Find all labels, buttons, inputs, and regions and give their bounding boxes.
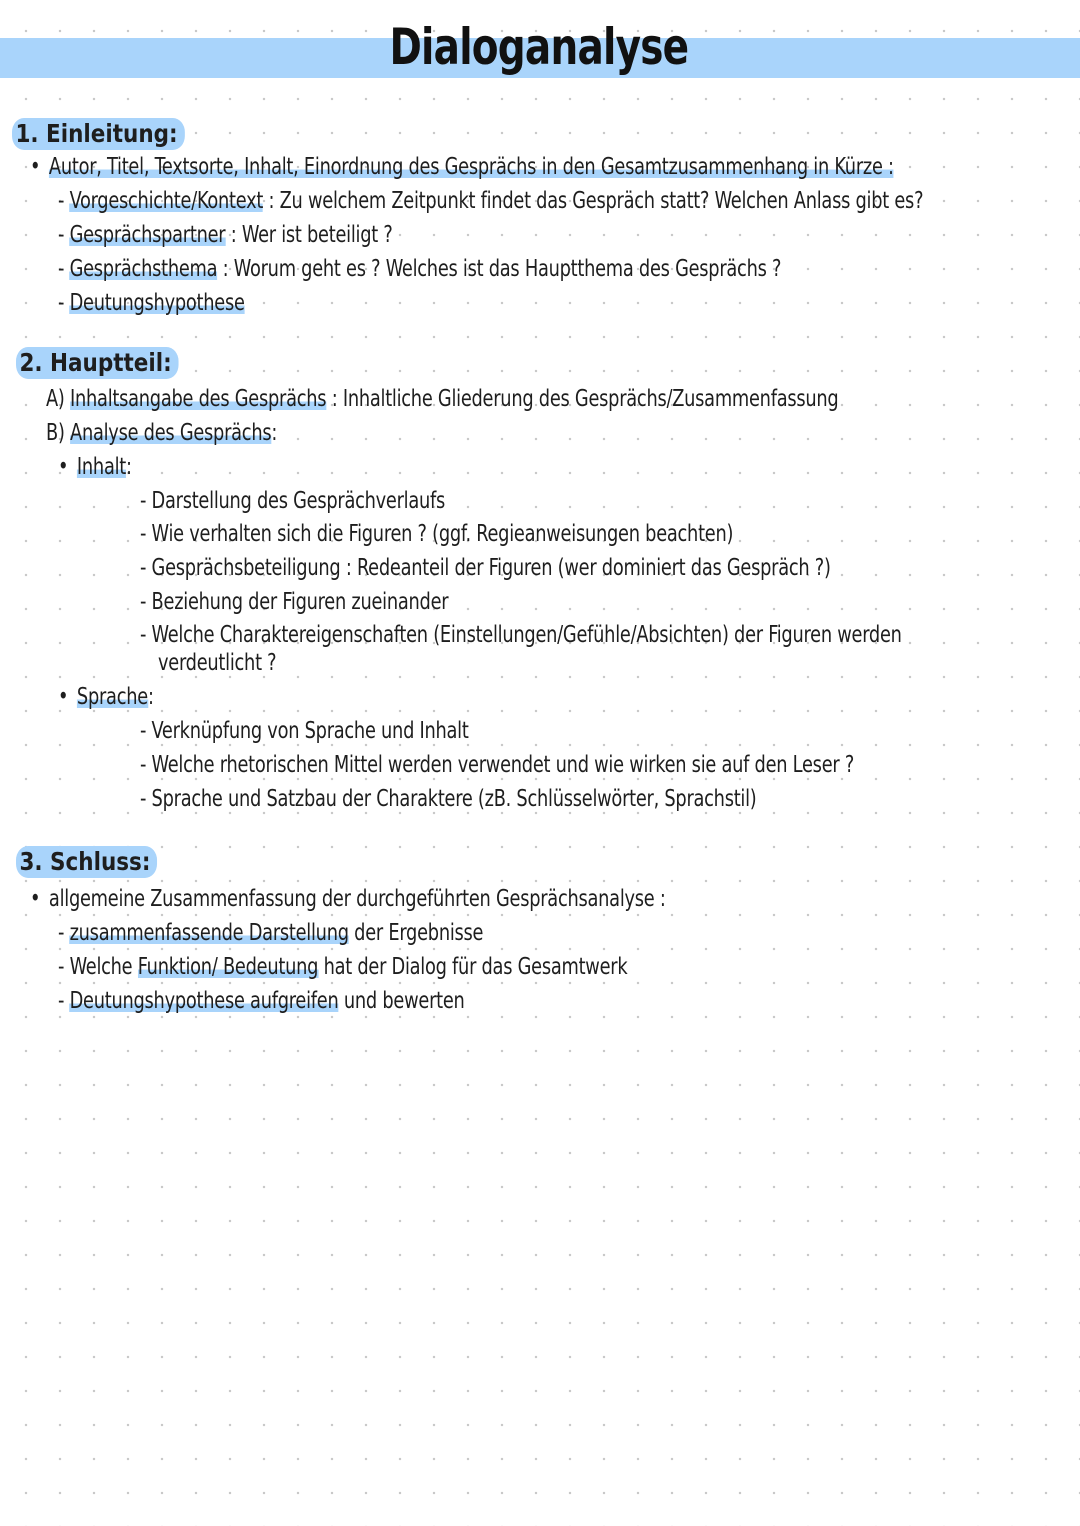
einleitung-item — [58, 220, 393, 250]
sprache-label: Sprache — [76, 684, 148, 710]
dash-marker: - — [58, 920, 65, 946]
item-label: Funktion/ Bedeutung — [137, 954, 319, 980]
item-label: Deutungshypothese — [69, 290, 245, 316]
bullet-icon: • — [30, 886, 41, 912]
dash-marker: - — [58, 188, 65, 214]
hauptteil-b — [46, 418, 277, 448]
item-text: der Ergebnisse — [354, 920, 484, 946]
einleitung-item — [58, 288, 245, 318]
b-text: : — [271, 420, 278, 446]
a-label: Inhaltsangabe des Gesprächs — [70, 386, 327, 412]
bullet-icon: • — [58, 454, 69, 480]
item-label: Gesprächsthema — [69, 256, 218, 282]
einleitung-intro-text: Autor, Titel, Textsorte, Inhalt, Einordnung des Gesprächs in den Gesamtzusammenhang in Kürze : — [48, 154, 894, 180]
inhalt-item: - Darstellung des Gesprächverlaufs — [140, 488, 446, 514]
item-pre: Welche — [69, 954, 133, 980]
schluss-item — [58, 918, 483, 948]
sprache-colon: : — [147, 684, 154, 710]
dash-marker: - — [58, 988, 65, 1014]
dash-marker: - — [58, 954, 65, 980]
dash-marker: - — [58, 222, 65, 248]
item-text: : Zu welchem Zeitpunkt findet das Gespräch statt? Welchen Anlass gibt es? — [268, 188, 924, 214]
item-text: : Worum geht es ? Welches ist das Hauptthema des Gesprächs ? — [222, 256, 782, 282]
item-label: Vorgeschichte/Kontext — [69, 188, 264, 214]
sprache-subheading — [58, 682, 154, 712]
inhalt-subheading — [58, 452, 132, 482]
b-label: Analyse des Gesprächs — [70, 420, 272, 446]
schluss-item — [58, 952, 627, 982]
b-prefix: B) — [46, 420, 65, 446]
item-text: : Wer ist beteiligt ? — [230, 222, 393, 248]
einleitung-item — [58, 186, 923, 216]
bullet-icon: • — [30, 154, 41, 180]
bullet-icon: • — [58, 684, 69, 710]
inhalt-item: - Gesprächsbeteiligung : Redeanteil der Figuren (wer dominiert das Gespräch ?) — [140, 555, 831, 581]
inhalt-item: - Welche Charaktereigenschaften (Einstellungen/Gefühle/Absichten) der Figuren werden — [140, 622, 902, 648]
sprache-item: - Sprache und Satzbau der Charaktere (zB. Schlüsselwörter, Sprachstil) — [140, 786, 757, 812]
item-text: hat der Dialog für das Gesamtwerk — [323, 954, 628, 980]
inhalt-item-continuation: verdeutlicht ? — [158, 650, 277, 676]
page-title: Dialoganalyse — [389, 18, 689, 76]
schluss-item — [58, 986, 465, 1016]
section-heading-hauptteil: 2. Hauptteil: — [16, 347, 179, 379]
inhalt-colon: : — [126, 454, 132, 480]
dash-marker: - — [58, 290, 65, 316]
item-label: Gesprächspartner — [69, 222, 226, 248]
inhalt-label: Inhalt — [76, 454, 127, 480]
section-heading-schluss: 3. Schluss: — [16, 846, 157, 878]
einleitung-intro — [30, 152, 894, 182]
sprache-item: - Verknüpfung von Sprache und Inhalt — [140, 718, 469, 744]
sprache-item: - Welche rhetorischen Mittel werden verwendet und wie wirken sie auf den Leser ? — [140, 752, 855, 778]
hauptteil-a — [46, 384, 838, 414]
einleitung-item — [58, 254, 781, 284]
inhalt-item: - Wie verhalten sich die Figuren ? (ggf. Regieanweisungen beachten) — [140, 521, 734, 547]
dash-marker: - — [58, 256, 65, 282]
a-text: : Inhaltliche Gliederung des Gesprächs/Zusammenfassung — [331, 386, 839, 412]
inhalt-item: - Beziehung der Figuren zueinander — [140, 589, 449, 615]
item-text: und bewerten — [343, 988, 465, 1014]
schluss-intro-text: allgemeine Zusammenfassung der durchgeführten Gesprächsanalyse : — [48, 886, 666, 912]
schluss-intro — [30, 884, 666, 914]
section-heading-einleitung: 1. Einleitung: — [12, 118, 184, 150]
item-label: zusammenfassende Darstellung — [69, 920, 349, 946]
item-label: Deutungshypothese aufgreifen — [69, 988, 339, 1014]
a-prefix: A) — [46, 386, 65, 412]
